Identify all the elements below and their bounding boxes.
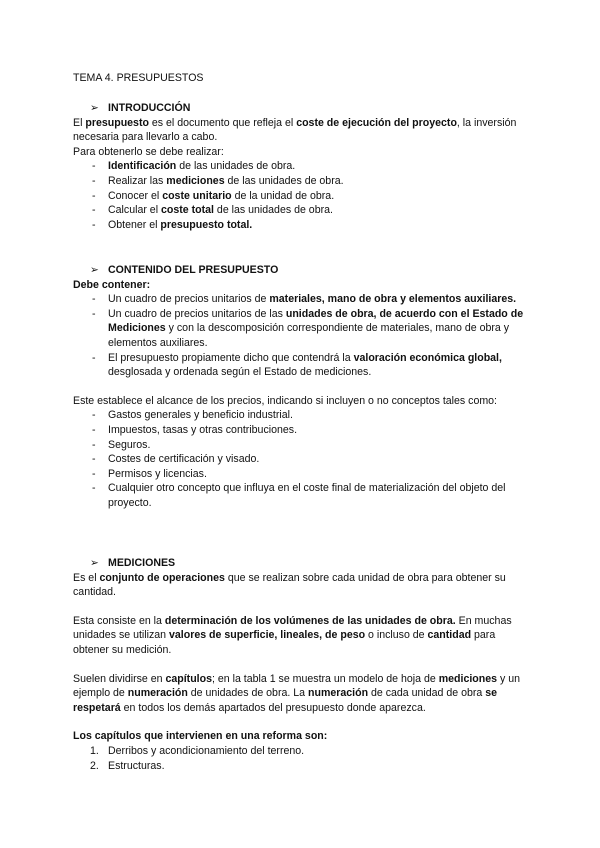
list-item: 2. Estructuras. — [90, 759, 165, 772]
section-heading: ➢ CONTENIDO DEL PRESUPUESTO — [90, 264, 279, 276]
section-mediciones — [73, 556, 533, 773]
dash-list — [73, 408, 533, 510]
list-item: - Un cuadro de precios unitarios de materiales, mano de obra y elementos auxiliares. — [73, 292, 533, 307]
list-item: - Identificación de las unidades de obra. — [73, 159, 533, 174]
list-item: - Conocer el coste unitario de la unidad de obra. — [73, 189, 533, 204]
numbered-list — [73, 744, 533, 773]
list-item: - Calcular el coste total de las unidades de obra. — [73, 203, 533, 218]
paragraph: Es el conjunto de operaciones que se realizan sobre cada unidad de obra para obtener su cantidad. — [73, 571, 506, 599]
list-item: - Obtener el presupuesto total. — [73, 218, 533, 233]
section-introduccion — [73, 101, 533, 232]
paragraph: Para obtenerlo se debe realizar: — [73, 145, 224, 158]
paragraph: Esta consiste en la determinación de los volúmenes de las unidades de obra. En muchas unidades se utilizan valores de superficie, lineales, de peso o incluso de cantidad para obtener su medición. — [73, 614, 512, 656]
arrow-bullet-icon: ➢ — [90, 102, 99, 114]
list-item: - Impuestos, tasas y otras contribuciones. — [73, 423, 533, 438]
paragraph: El presupuesto es el documento que refleja el coste de ejecución del proyecto, la inversión necesaria para llevarlo a cabo. — [73, 116, 517, 144]
subheading: Debe contener: — [73, 278, 151, 291]
list-item: - El presupuesto propiamente dicho que contendrá la valoración económica global, desglosada y ordenada según el Estado de mediciones. — [73, 351, 533, 380]
list-item: - Permisos y licencias. — [73, 467, 533, 482]
section-contenido — [73, 263, 533, 511]
list-item: - Un cuadro de precios unitarios de las unidades de obra, de acuerdo con el Estado de Mediciones y con la descomposición correspondiente de materiales, mano de obra y elementos auxiliares. — [73, 307, 533, 351]
paragraph: Suelen dividirse en capítulos; en la tabla 1 se muestra un modelo de hoja de mediciones y un ejemplo de numeración de unidades de obra. La numeración de cada unidad de obra se respetará en todos los demás apartados del presupuesto donde aparezca. — [73, 672, 520, 714]
arrow-bullet-icon: ➢ — [90, 264, 99, 276]
subheading: Los capítulos que intervienen en una reforma son: — [73, 730, 328, 743]
section-heading: ➢ MEDICIONES — [90, 557, 176, 569]
list-item: - Seguros. — [73, 438, 533, 453]
list-item: 1. Derribos y acondicionamiento del terreno. — [90, 744, 305, 757]
list-item: - Cualquier otro concepto que influya en el coste final de materialización del objeto del proyecto. — [73, 481, 533, 510]
list-item: - Costes de certificación y visado. — [73, 452, 533, 467]
paragraph: Este establece el alcance de los precios, indicando si incluyen o no conceptos tales como: — [73, 394, 497, 407]
dash-list — [73, 159, 533, 232]
dash-list — [73, 292, 533, 380]
page-title: TEMA 4. PRESUPUESTOS — [73, 72, 204, 84]
list-item: - Realizar las mediciones de las unidades de obra. — [73, 174, 533, 189]
section-heading: ➢ INTRODUCCIÓN — [90, 102, 191, 114]
list-item: - Gastos generales y beneficio industrial. — [73, 408, 533, 423]
arrow-bullet-icon: ➢ — [90, 557, 99, 569]
